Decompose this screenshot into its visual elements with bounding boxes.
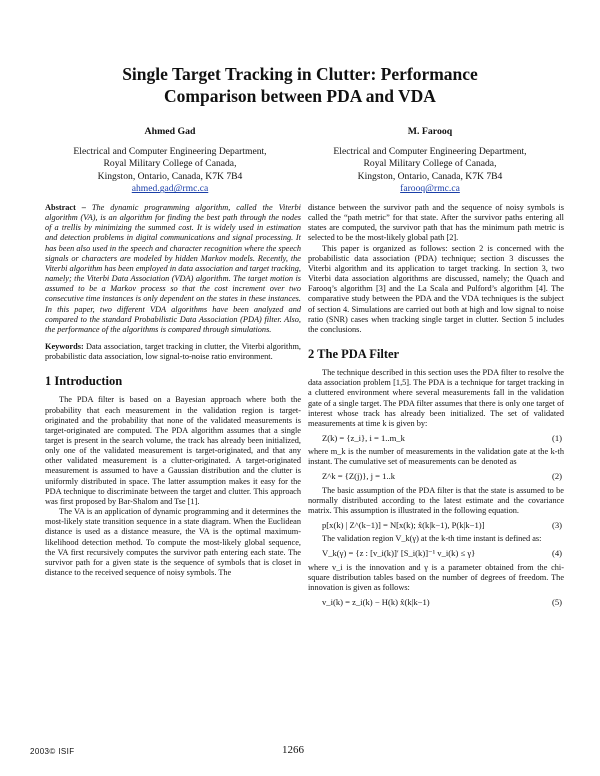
abstract — [45, 203, 301, 335]
equation-body: Z^k = {Z(j)}, j = 1..k — [322, 471, 396, 482]
author-college: Royal Military College of Canada, — [103, 158, 237, 170]
author-address: Kingston, Ontario, Canada, K7K 7B4 — [357, 170, 503, 182]
equation-2 — [308, 471, 564, 481]
right-column — [308, 203, 564, 611]
section-2-paragraph-4: The validation region V_k(γ) at the k-th time instant is defined as: — [322, 534, 542, 544]
equation-5 — [308, 597, 564, 607]
page-number: 1266 — [282, 744, 304, 756]
left-column — [45, 203, 301, 578]
equation-number: (4) — [551, 548, 562, 559]
equation-4 — [308, 548, 564, 558]
section-1-paragraph-1: The PDA filter is based on a Bayesian approach where both the probability that each measurement in the validation region is target-originated and the probability that none of the validated measurements is target-originated are computed. The PDA algorithm assumes that a single target is present in the search volume, the track has already been initialized, only one of the validated measurement is target-originated, and that any other validated measurement is a clutter-originated. A target-originated measurement is assumed to have a Gaussian distribution and the clutter is uniformly distributed in space. The latter assumption makes it easy for the PDA technique to discriminate between the target and clutter. This approach was first proposed by Bar-Shalom and Tse [1]. — [45, 395, 301, 506]
equation-3 — [308, 520, 564, 530]
section-1-heading: 1 Introduction — [45, 374, 123, 389]
section-2-paragraph-1: The technique described in this section uses the PDA filter to resolve the data association problem [1,5]. The PDA is a technique for target tracking in a cluttered environment where several measurements fall in the validation gate of a single target. The PDA filter assumes that there is only one target of interest whose track has already been initialized. The set of validated measurements at time k is given by: — [308, 368, 564, 428]
author-dept: Electrical and Computer Engineering Department, — [333, 145, 527, 157]
paper-title — [60, 63, 540, 107]
section-2-paragraph-2: where m_k is the number of measurements in the validation gate at the k-th instant. The cumulative set of measurements can be denoted as — [308, 447, 564, 467]
author-address: Kingston, Ontario, Canada, K7K 7B4 — [97, 170, 243, 182]
equation-body: Z(k) = {z_i}, i = 1..m_k — [322, 432, 405, 443]
right-paragraph-1: distance between the survivor path and the sequence of noisy symbols is called the “path metric” for that state. After the survivor paths entering all states are computed, the survivor path that has the minimum path metric is selected to be the most-likely global path [2]. — [308, 203, 564, 243]
right-paragraph-2: This paper is organized as follows: section 2 is concerned with the probabilistic data association (PDA) technique; section 3 discusses the Viterbi algorithm and its application to target tracking. In section 3, two Viterbi data association algorithms are discussed, namely; the Quach and Farooq’s algorithm [3] and the La Scala and Pulford’s algorithm [4]. The comparative study between the PDA and the VDA techniques is the subject of section 4. Simulations are carried out both at high and low signal to noise ratio (SNR) cases when tracking single target in clutter. Section 5 includes the conclusions. — [308, 243, 564, 334]
author-email-link[interactable]: ahmed.gad@rmc.ca — [131, 183, 209, 195]
equation-number: (1) — [551, 432, 562, 443]
author-dept: Electrical and Computer Engineering Department, — [73, 145, 267, 157]
equation-body: p[x(k) | Z^(k−1)] = N[x(k); x̂(k|k−1), P(k|k−1)] — [322, 520, 485, 531]
equation-number: (3) — [551, 520, 562, 531]
author-email-link[interactable]: farooq@rmc.ca — [400, 183, 460, 195]
keywords-text: Data association, target tracking in clutter, the Viterbi algorithm, probabilistic data association, low signal-to-noise ratio environment. — [45, 342, 302, 362]
abstract-label: Abstract – — [45, 203, 86, 212]
keywords — [45, 342, 301, 362]
section-2-paragraph-3: The basic assumption of the PDA filter is that the state is assumed to be normally distributed according to the latest estimate and the covariance matrix. This assumption is illustrated in the following equation. — [308, 485, 564, 515]
section-1-paragraph-2: The VA is an application of dynamic programming and it determines the most-likely state transition sequence in a state diagram. When the Euclidean distance is used as a distance measure, the VA is the optimal maximum-likelihood detection method. To compute the most-likely global sequence, the VA first recursively computes the survivor path entering each state. The survivor path for a given state is the sequence of symbols that is closet in distance to the received sequence of noisy symbols. The — [45, 507, 301, 577]
equation-number: (2) — [551, 471, 562, 482]
abstract-text: The dynamic programming algorithm, called the Viterbi algorithm (VA), is an algorithm for finding the best path through the nodes of a trellis by minimizing the summed cost. It is widely used in estimation and detection problems in digital communications and signal processing. It has been also used in the speech and character recognition where the speech signals or characters are modeled by hidden Markov models. Recently, the Viterbi algorithm has been employed in data association and target tracking, namely; the Viterbi Data Association (VDA) algorithm. The target motion is assumed to be a Markov process so that the cost increment over two consecutive time instances is only dependent on the states in these instances. In this paper, two different VDA algorithms have been analyzed and compared to the standard Probabilistic Data Association (PDA) filter. Also, the performance of the algorithms is compared through simulations. — [45, 203, 301, 334]
section-2-paragraph-5: where v_i is the innovation and γ is a parameter obtained from the chi-square distribution tables based on the number of degrees of freedom. The innovation is given as follows: — [308, 562, 564, 592]
author-block-2 — [305, 126, 555, 196]
author-name: Ahmed Gad — [144, 126, 196, 137]
equation-number: (5) — [551, 597, 562, 607]
title-line-2: Comparison between PDA and VDA — [164, 86, 436, 106]
author-name: M. Farooq — [407, 126, 453, 137]
equation-body: V_k(γ) = {z : [v_i(k)]′ [S_i(k)]⁻¹ v_i(k) ≤ γ} — [322, 548, 476, 559]
author-block-1 — [45, 126, 295, 196]
title-line-1: Single Target Tracking in Clutter: Performance — [122, 64, 478, 84]
section-2-heading: 2 The PDA Filter — [308, 347, 400, 362]
copyright-footer: 2003© ISIF — [30, 747, 75, 756]
equation-1 — [308, 433, 564, 443]
equation-body: v_i(k) = z_i(k) − H(k) x̂(k|k−1) — [322, 597, 430, 607]
keywords-label: Keywords: — [45, 342, 84, 352]
author-college: Royal Military College of Canada, — [363, 158, 497, 170]
